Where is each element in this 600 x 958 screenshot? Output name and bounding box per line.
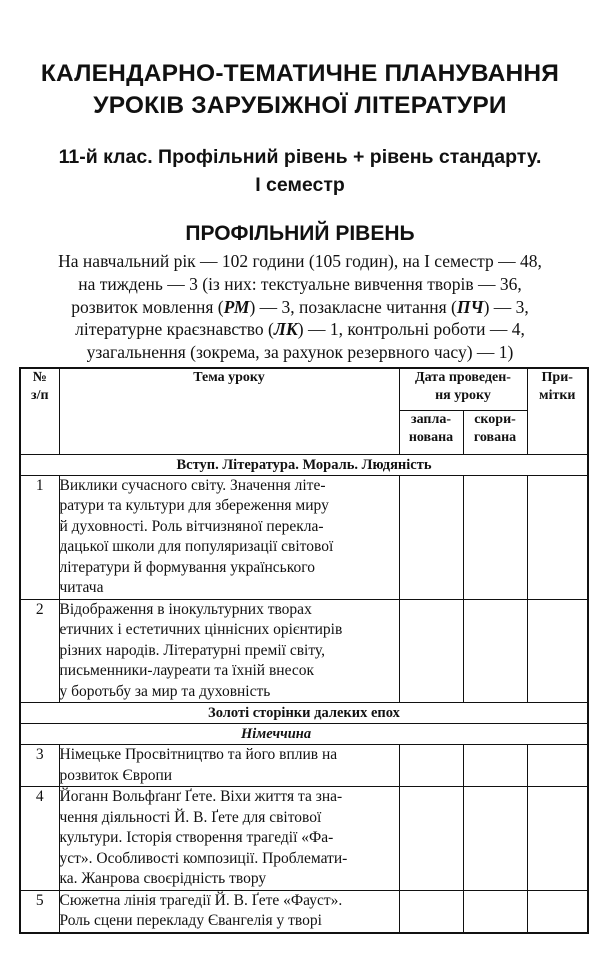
- topic-line: Виклики сучасного світу. Значення літе-: [59, 476, 326, 494]
- header-planned-line2: нована: [408, 429, 454, 445]
- notes-cell: [527, 599, 588, 703]
- header-notes-line2: мітки: [539, 388, 576, 403]
- header-notes-line1: При-: [541, 370, 573, 385]
- row-number: 5: [20, 890, 59, 933]
- info-text: розвиток мовлення (: [71, 296, 224, 317]
- topic-line: у боротьбу за мир та духовність: [59, 682, 271, 700]
- planned-date-cell: [399, 787, 463, 891]
- header-number-line2: з/п: [30, 388, 49, 403]
- document-title: [0, 58, 600, 122]
- header-topic: Тема уроку: [59, 368, 399, 454]
- table-row: [20, 599, 588, 703]
- row-number: 1: [20, 475, 59, 599]
- header-number-line1: №: [32, 370, 47, 385]
- topic-line: різних народів. Літературні премії світу,: [59, 641, 325, 659]
- topic-line: уст». Особливості композиції. Проблемати-: [59, 849, 348, 867]
- header-date-planned: [399, 410, 463, 454]
- header-row: [20, 368, 588, 410]
- info-line-2: на тиждень — 3 (із них: текстуальне вивчення творів — 36,: [78, 273, 522, 294]
- header-date-line2: ня уроку: [435, 388, 491, 403]
- section-golden-pages: Золоті сторінки далеких епох: [20, 703, 588, 724]
- table-row: [20, 475, 588, 599]
- adjusted-date-cell: [463, 745, 527, 787]
- info-line-1: На навчальний рік — 102 години (105 годин), на І семестр — 48,: [58, 251, 542, 271]
- row-topic: [59, 890, 399, 933]
- notes-cell: [527, 787, 588, 891]
- notes-cell: [527, 890, 588, 933]
- lesson-plan-table: [19, 367, 589, 934]
- adjusted-date-cell: [463, 890, 527, 933]
- planned-date-cell: [399, 599, 463, 703]
- topic-line: Відображення в інокультурних творах: [59, 600, 312, 618]
- section-row: [20, 454, 588, 475]
- header-planned-line1: запла-: [410, 411, 452, 427]
- adjusted-date-cell: [463, 787, 527, 891]
- topic-line: й духовності. Роль вітчизняної перекла-: [59, 517, 324, 535]
- hours-info: [10, 250, 590, 364]
- subsection-germany: Німеччина: [20, 724, 588, 745]
- header-number: [20, 368, 59, 454]
- lk-abbreviation: ЛК: [273, 319, 298, 340]
- subtitle-line-1: 11-й клас. Профільний рівень + рівень стандарту.: [58, 146, 542, 168]
- row-number: 2: [20, 599, 59, 703]
- header-date: [399, 368, 527, 410]
- info-text: літературне краєзнавство (: [75, 319, 274, 340]
- topic-line: ратури та культури для збереження миру: [59, 497, 329, 514]
- section-title: ПРОФІЛЬНИЙ РІВЕНЬ: [185, 222, 415, 245]
- row-topic: [59, 745, 399, 787]
- info-line-3: [71, 297, 529, 317]
- header-date-line1: Дата проведен-: [415, 370, 511, 385]
- section-row: [20, 703, 588, 724]
- header-adjusted-line1: скори-: [474, 411, 516, 427]
- header-date-adjusted: [463, 410, 527, 454]
- topic-line: Сюжетна лінія трагедії Й. В. Ґете «Фауст».: [59, 891, 343, 909]
- topic-line: етичних і естетичних ціннісних орієнтирів: [59, 621, 343, 638]
- topic-line: ка. Жанрова своєрідність твору: [59, 870, 267, 887]
- planned-date-cell: [399, 890, 463, 933]
- pch-abbreviation: ПЧ: [456, 296, 484, 317]
- table-row: [20, 745, 588, 787]
- info-text: ) — 1, контрольні роботи — 4,: [297, 319, 525, 340]
- adjusted-date-cell: [463, 599, 527, 703]
- header-adjusted-line2: гована: [473, 429, 517, 445]
- topic-line: дацької школи для популяризації світової: [59, 538, 334, 555]
- row-number: 3: [20, 745, 59, 787]
- notes-cell: [527, 745, 588, 787]
- topic-line: літератури й формування українського: [59, 558, 315, 576]
- topic-line: Німецьке Просвітництво та його вплив на: [59, 746, 338, 763]
- topic-line: чення діяльності Й. В. Ґете для світової: [59, 808, 322, 826]
- topic-line: культури. Історія створення трагедії «Фа-: [59, 829, 334, 846]
- table-row: [20, 787, 588, 891]
- row-topic: [59, 787, 399, 891]
- planned-date-cell: [399, 475, 463, 599]
- notes-cell: [527, 475, 588, 599]
- topic-line: Йоганн Вольфґанґ Ґете. Віхи життя та зна-: [59, 788, 343, 805]
- row-topic: [59, 599, 399, 703]
- title-line-1: КАЛЕНДАРНО-ТЕМАТИЧНЕ ПЛАНУВАННЯ: [40, 60, 560, 87]
- planned-date-cell: [399, 745, 463, 787]
- row-topic: [59, 475, 399, 599]
- subtitle-line-2: І семестр: [255, 174, 345, 196]
- adjusted-date-cell: [463, 475, 527, 599]
- info-text: ) — 3,: [483, 296, 529, 317]
- info-line-4: [75, 319, 525, 339]
- document-subtitle: [0, 143, 600, 199]
- info-line-5: узагальнення (зокрема, за рахунок резервного часу) — 1): [86, 342, 514, 363]
- title-line-2: УРОКІВ ЗАРУБІЖНОЇ ЛІТЕРАТУРИ: [93, 92, 507, 119]
- header-notes: [527, 368, 588, 454]
- section-intro: Вступ. Література. Мораль. Людяність: [20, 454, 588, 475]
- topic-line: письменники-лауреати та їхній внесок: [59, 662, 315, 679]
- row-number: 4: [20, 787, 59, 891]
- topic-line: читача: [59, 579, 104, 596]
- subsection-row: [20, 724, 588, 745]
- topic-line: Роль сцени перекладу Євангелія у творі: [59, 912, 322, 929]
- table-row: [20, 890, 588, 933]
- topic-line: розвиток Європи: [59, 766, 173, 784]
- info-text: ) — 3, позакласне читання (: [249, 296, 457, 317]
- rm-abbreviation: РМ: [223, 296, 250, 317]
